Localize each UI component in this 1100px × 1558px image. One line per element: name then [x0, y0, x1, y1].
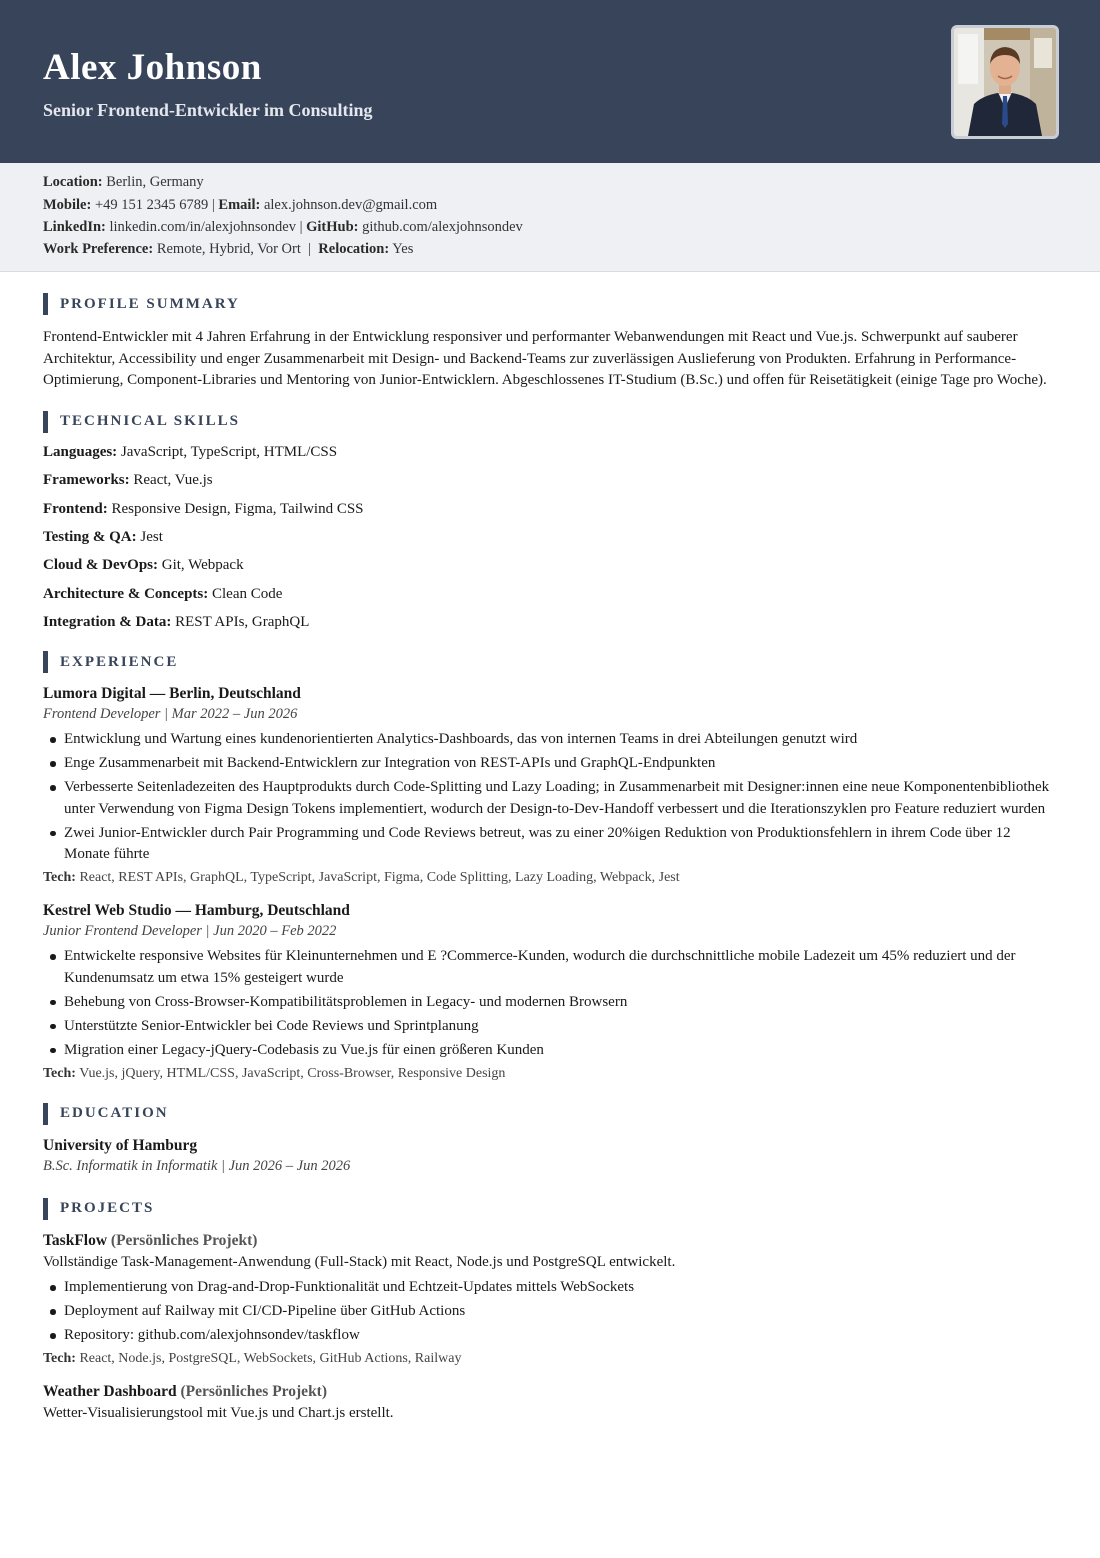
list-item: Unterstützte Senior-Entwickler bei Code Reviews und Sprintplanung [64, 1016, 1057, 1038]
project-entry [43, 1230, 1057, 1370]
project-type: (Persönliches Projekt) [180, 1383, 328, 1401]
section-accent-bar [43, 411, 48, 433]
separator: | [211, 197, 215, 213]
section-heading-skills [43, 410, 1057, 434]
project-heading [43, 1381, 1057, 1402]
list-item: Verbesserte Seitenladezeiten des Hauptprodukts durch Code-Splitting und Lazy Loading; in Zusammenarbeit mit Designer:innen eine neue Komponentenbibliothek unter Verwendung von Figma Design Tokens implementiert, wodurch der Design-to-Dev-Handoff verbessert und die Iterationszyklen pro Feature reduziert wurden [64, 777, 1057, 820]
skill-category: Testing & QA: [43, 529, 137, 546]
section-heading-text: PROFILE SUMMARY [60, 295, 240, 312]
skill-category: Cloud & DevOps: [43, 557, 159, 574]
project-name: TaskFlow [43, 1231, 108, 1249]
profile-photo [951, 25, 1059, 139]
tech-values: Vue.js, jQuery, HTML/CSS, JavaScript, Cross-Browser, Responsive Design [79, 1065, 506, 1081]
contact-line-links [43, 219, 523, 236]
skill-category: Frameworks: [43, 472, 130, 489]
linkedin-label: LinkedIn: [43, 219, 106, 235]
separator: | [308, 241, 312, 257]
education-entry [43, 1135, 1057, 1177]
email-label: Email: [218, 197, 261, 213]
tech-stack [43, 1064, 1057, 1084]
work-preference-value: Remote, Hybrid, Vor Ort [156, 241, 301, 257]
contact-line-phone-email [43, 197, 437, 214]
contact-info [0, 163, 1100, 272]
project-name: Weather Dashboard [43, 1383, 177, 1401]
repository-link[interactable]: Repository: github.com/alexjohnsondev/taskflow [64, 1325, 1057, 1347]
skill-values: Responsive Design, Figma, Tailwind CSS [111, 500, 364, 517]
separator: | [299, 219, 303, 235]
skill-row [43, 527, 1057, 547]
skill-category: Frontend: [43, 500, 108, 517]
location-label: Location: [43, 174, 103, 190]
project-description: Vollständige Task-Management-Anwendung (Full-Stack) mit React, Node.js und PostgreSQL entwickelt. [43, 1253, 676, 1270]
location-value: Berlin, Germany [106, 174, 204, 190]
skill-category: Languages: [43, 443, 118, 460]
degree-and-dates: B.Sc. Informatik in Informatik | Jun 2026 – Jun 2026 [43, 1157, 351, 1174]
project-entry [43, 1381, 1057, 1425]
candidate-title: Senior Frontend-Entwickler im Consulting [43, 100, 373, 120]
section-heading-text: PROJECTS [60, 1200, 155, 1217]
skill-category: Integration & Data: [43, 614, 172, 631]
skill-values: Git, Webpack [161, 557, 244, 574]
profile-summary-text: Frontend-Entwickler mit 4 Jahren Erfahrung in der Entwicklung responsiver und performanter Webanwendungen mit React und Vue.js. Schwerpunkt auf sauberer Architektur, Accessibility und enger Zusammenarbeit mit Design- und Backend-Teams zur zuverlässigen Auslieferung von Produkten. Erfahrung in Performance-Optimierung, Component-Libraries und Mentoring von Junior-Entwicklern. Abgeschlossenes IT-Studium (B.Sc.) und offen für Reisetätigkeit (einige Tage pro Woche). [43, 329, 1047, 388]
mobile-label: Mobile: [43, 197, 92, 213]
tech-stack [43, 868, 1057, 888]
email-link[interactable]: alex.johnson.dev@gmail.com [263, 197, 438, 213]
skills-list [43, 442, 1057, 632]
mobile-value: +49 151 2345 6789 [94, 197, 209, 213]
project-details-list [43, 1277, 1057, 1347]
resume-body [43, 292, 1057, 1425]
skill-values: JavaScript, TypeScript, HTML/CSS [120, 443, 338, 460]
tech-label: Tech: [43, 1065, 76, 1081]
school-name: University of Hamburg [43, 1136, 198, 1154]
achievement-list [43, 729, 1057, 866]
contact-line-preferences [43, 241, 413, 258]
project-heading [43, 1230, 1057, 1251]
tech-label: Tech: [43, 870, 76, 886]
skill-row [43, 555, 1057, 575]
experience-entry [43, 683, 1057, 888]
project-description: Wetter-Visualisierungstool mit Vue.js und Chart.js erstellt. [43, 1405, 394, 1422]
tech-label: Tech: [43, 1351, 76, 1367]
section-accent-bar [43, 293, 48, 315]
list-item: Entwickelte responsive Websites für Kleinunternehmen und E ?Commerce-Kunden, wodurch die durchschnittliche mobile Ladezeit um 45% reduziert und der Kundenumsatz um etwa 15% gesteigert wurde [64, 946, 1057, 989]
section-heading-profile [43, 292, 1057, 316]
role-and-dates: Frontend Developer | Mar 2022 – Jun 2026 [43, 706, 298, 723]
linkedin-link[interactable]: linkedin.com/in/alexjohnsondev [109, 219, 296, 235]
github-label: GitHub: [306, 219, 359, 235]
skill-row [43, 442, 1057, 462]
relocation-value: Yes [392, 241, 414, 257]
employer-heading: Lumora Digital — Berlin, Deutschland [43, 685, 301, 703]
skill-row [43, 470, 1057, 490]
github-link[interactable]: github.com/alexjohnsondev [362, 219, 523, 235]
section-heading-text: EDUCATION [60, 1105, 169, 1122]
role-and-dates: Junior Frontend Developer | Jun 2020 – Feb 2022 [43, 923, 337, 940]
section-accent-bar [43, 1103, 48, 1125]
section-heading-education [43, 1102, 1057, 1126]
skill-values: REST APIs, GraphQL [175, 614, 310, 631]
employer-heading: Kestrel Web Studio — Hamburg, Deutschland [43, 902, 350, 920]
skill-category: Architecture & Concepts: [43, 585, 209, 602]
skill-row [43, 612, 1057, 632]
skill-values: React, Vue.js [133, 472, 213, 489]
relocation-label: Relocation: [318, 241, 390, 257]
header-banner [0, 0, 1100, 163]
candidate-name: Alex Johnson [43, 47, 262, 88]
list-item: Behebung von Cross-Browser-Kompatibilitätsproblemen in Legacy- und modernen Browsern [64, 992, 1057, 1014]
contact-line-location [43, 174, 204, 191]
skill-row [43, 584, 1057, 604]
project-type: (Persönliches Projekt) [110, 1231, 258, 1249]
section-accent-bar [43, 651, 48, 673]
section-heading-text: EXPERIENCE [60, 653, 179, 670]
list-item: Implementierung von Drag-and-Drop-Funktionalität und Echtzeit-Updates mittels WebSockets [64, 1277, 1057, 1299]
skill-row [43, 499, 1057, 519]
list-item: Entwicklung und Wartung eines kundenorientierten Analytics-Dashboards, das von internen Teams in drei Abteilungen genutzt wird [64, 729, 1057, 751]
tech-values: React, Node.js, PostgreSQL, WebSockets, GitHub Actions, Railway [79, 1351, 462, 1367]
section-heading-experience [43, 650, 1057, 674]
tech-stack [43, 1349, 1057, 1369]
section-heading-projects [43, 1197, 1057, 1221]
list-item: Zwei Junior-Entwickler durch Pair Programming und Code Reviews betreut, was zu einer 20%igen Reduktion von Produktionsfehlern in ihrem Code über 12 Monate führte [64, 823, 1057, 866]
tech-values: React, REST APIs, GraphQL, TypeScript, JavaScript, Figma, Code Splitting, Lazy Loading, Webpack, Jest [79, 870, 680, 886]
list-item: Deployment auf Railway mit CI/CD-Pipeline über GitHub Actions [64, 1301, 1057, 1323]
list-item: Migration einer Legacy-jQuery-Codebasis zu Vue.js für einen größeren Kunden [64, 1040, 1057, 1062]
list-item: Enge Zusammenarbeit mit Backend-Entwicklern zur Integration von REST-APIs und GraphQL-Endpunkten [64, 753, 1057, 775]
skill-values: Jest [140, 529, 163, 546]
section-accent-bar [43, 1198, 48, 1220]
portrait-image [954, 28, 1056, 136]
section-heading-text: TECHNICAL SKILLS [60, 413, 240, 429]
skill-values: Clean Code [211, 585, 283, 602]
experience-entry [43, 900, 1057, 1084]
achievement-list [43, 946, 1057, 1061]
work-preference-label: Work Preference: [43, 241, 154, 257]
